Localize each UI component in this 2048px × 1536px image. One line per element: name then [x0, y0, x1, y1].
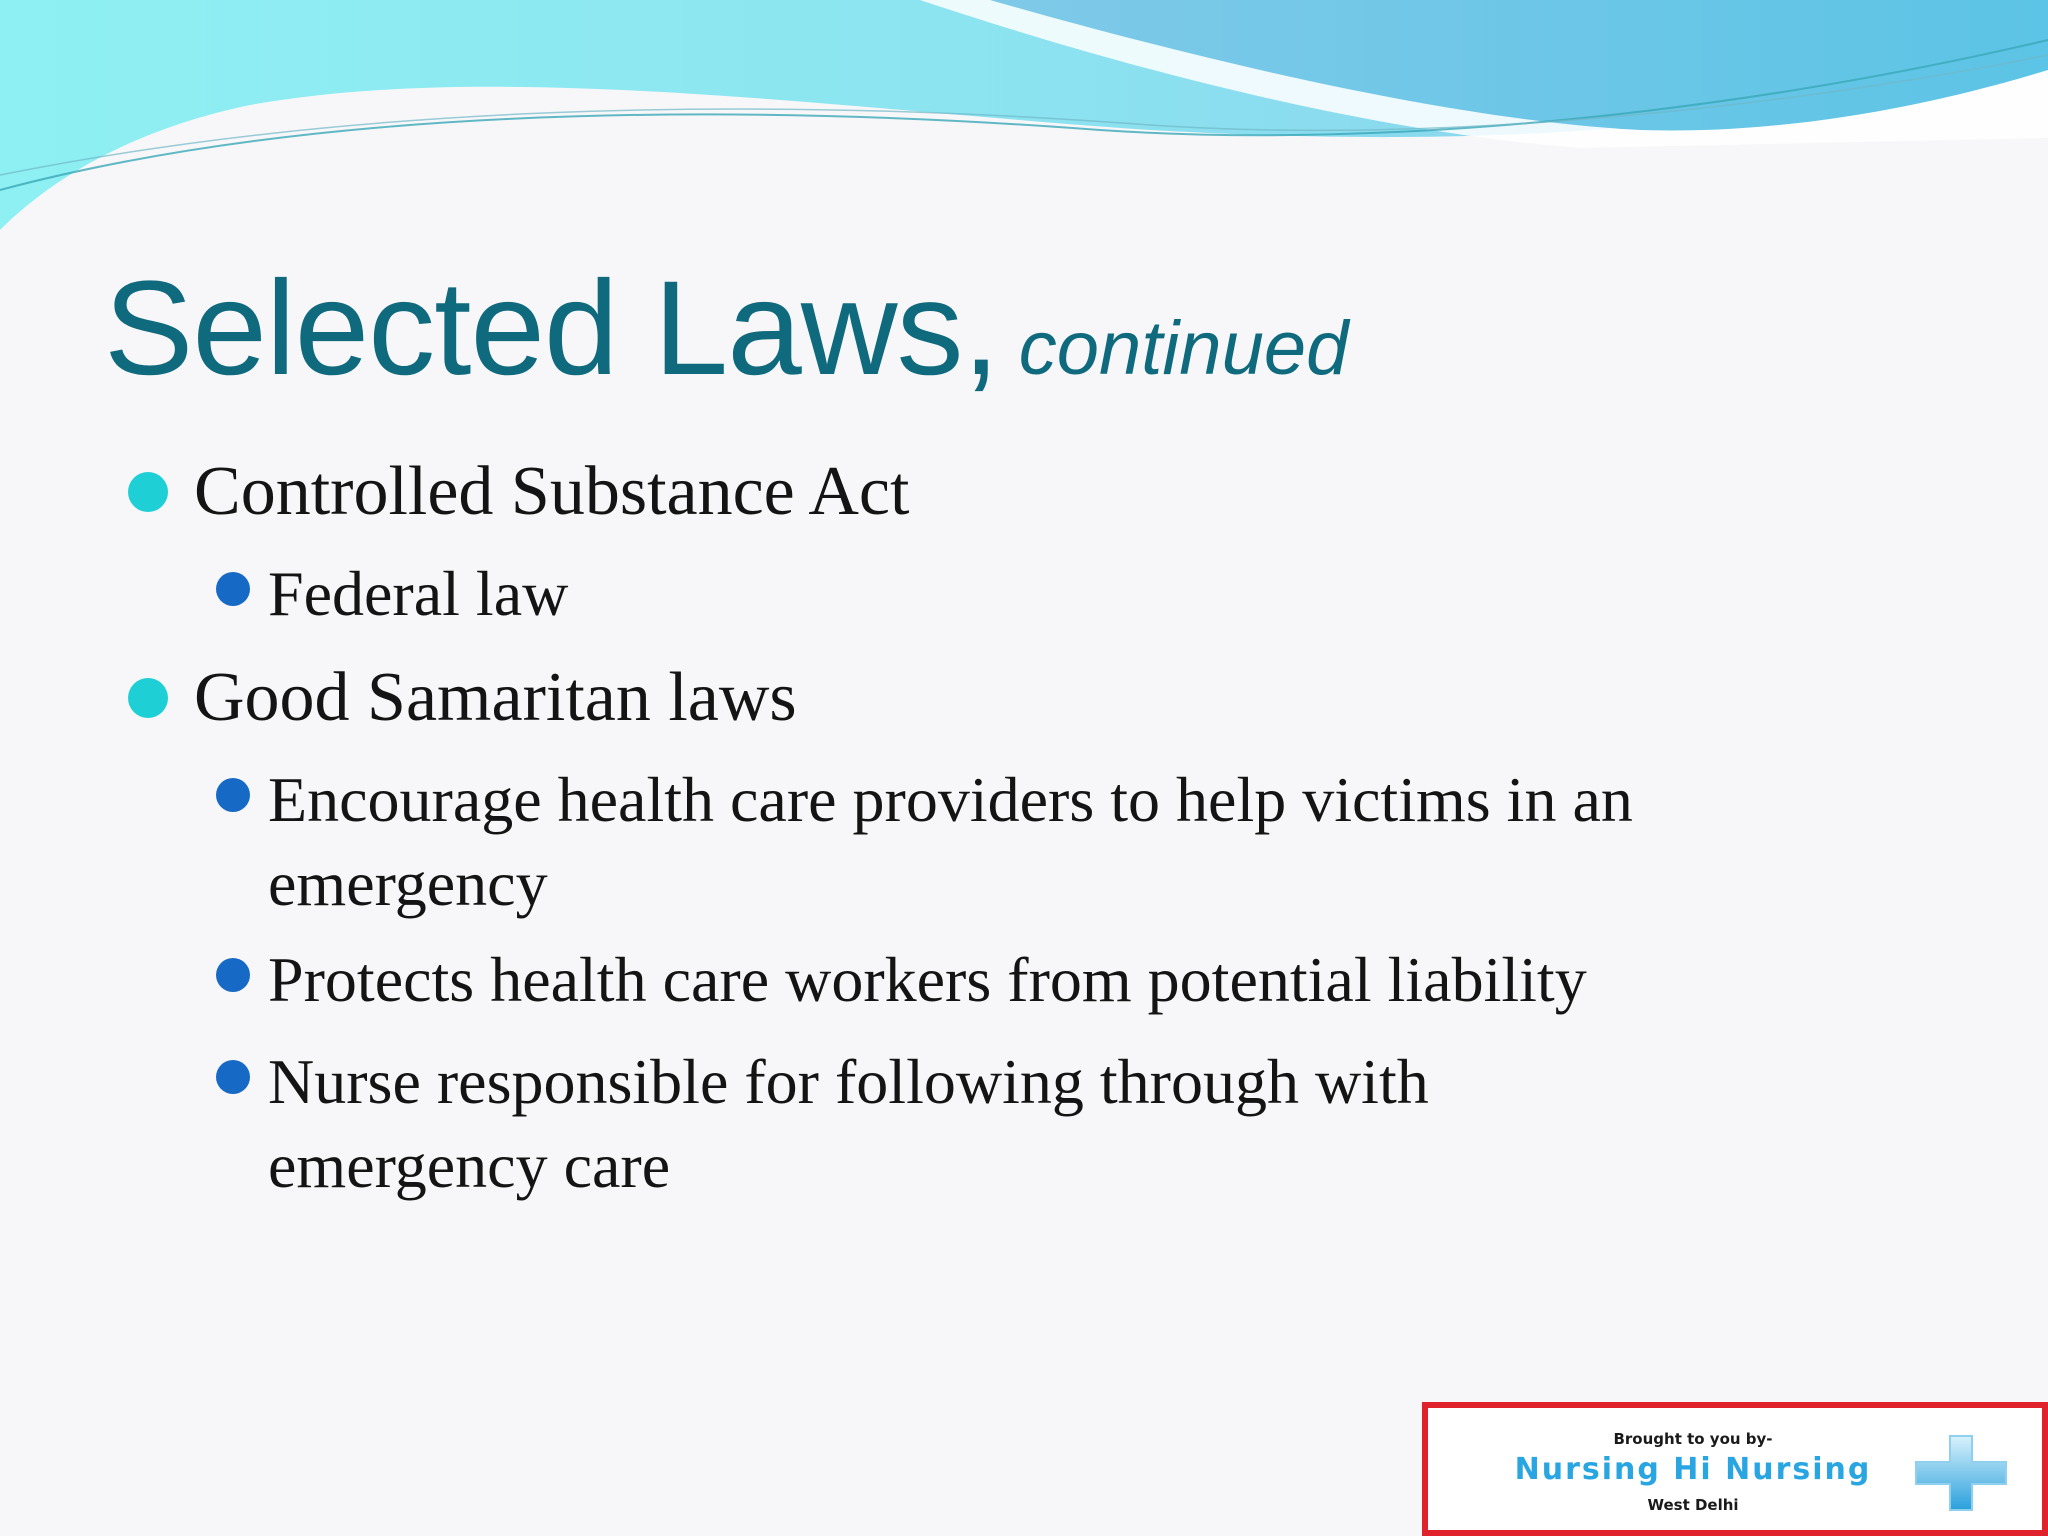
header-wave-decoration	[0, 0, 2048, 240]
sub-bullet-text: Nurse responsible for following through with emergency care	[268, 1046, 1429, 1201]
bullet-dot-icon	[128, 678, 168, 718]
slide-title	[104, 254, 1349, 403]
sub-bullet-text: Federal law	[268, 558, 569, 629]
badge-brought-by: Brought to you by-	[1613, 1430, 1773, 1448]
sub-bullet-item	[268, 1040, 1648, 1208]
bullet-text: Controlled Substance Act	[194, 453, 910, 530]
slide-title-continued: continued	[1018, 306, 1349, 391]
bullet-text: Good Samaritan laws	[194, 659, 797, 736]
badge-location: West Delhi	[1647, 1496, 1739, 1514]
sub-bullet-dot-icon	[216, 1060, 250, 1094]
sub-bullet-text: Protects health care workers from potential liability	[268, 944, 1587, 1015]
sub-bullet-dot-icon	[216, 572, 250, 606]
sub-bullet-text: Encourage health care providers to help victims in an emergency	[268, 764, 1633, 919]
bullet-item	[194, 446, 909, 537]
slide-title-main: Selected Laws,	[104, 254, 999, 403]
sponsor-badge	[1422, 1402, 2048, 1536]
sub-bullet-dot-icon	[216, 778, 250, 812]
sub-bullet-dot-icon	[216, 958, 250, 992]
sub-bullet-item	[268, 938, 1968, 1022]
bullet-item	[194, 652, 797, 743]
bullet-dot-icon	[128, 472, 168, 512]
badge-brand-name: Nursing Hi Nursing	[1514, 1452, 1872, 1487]
sub-bullet-item	[268, 552, 1968, 636]
medical-cross-icon	[1912, 1432, 2010, 1514]
sub-bullet-item	[268, 758, 1888, 926]
